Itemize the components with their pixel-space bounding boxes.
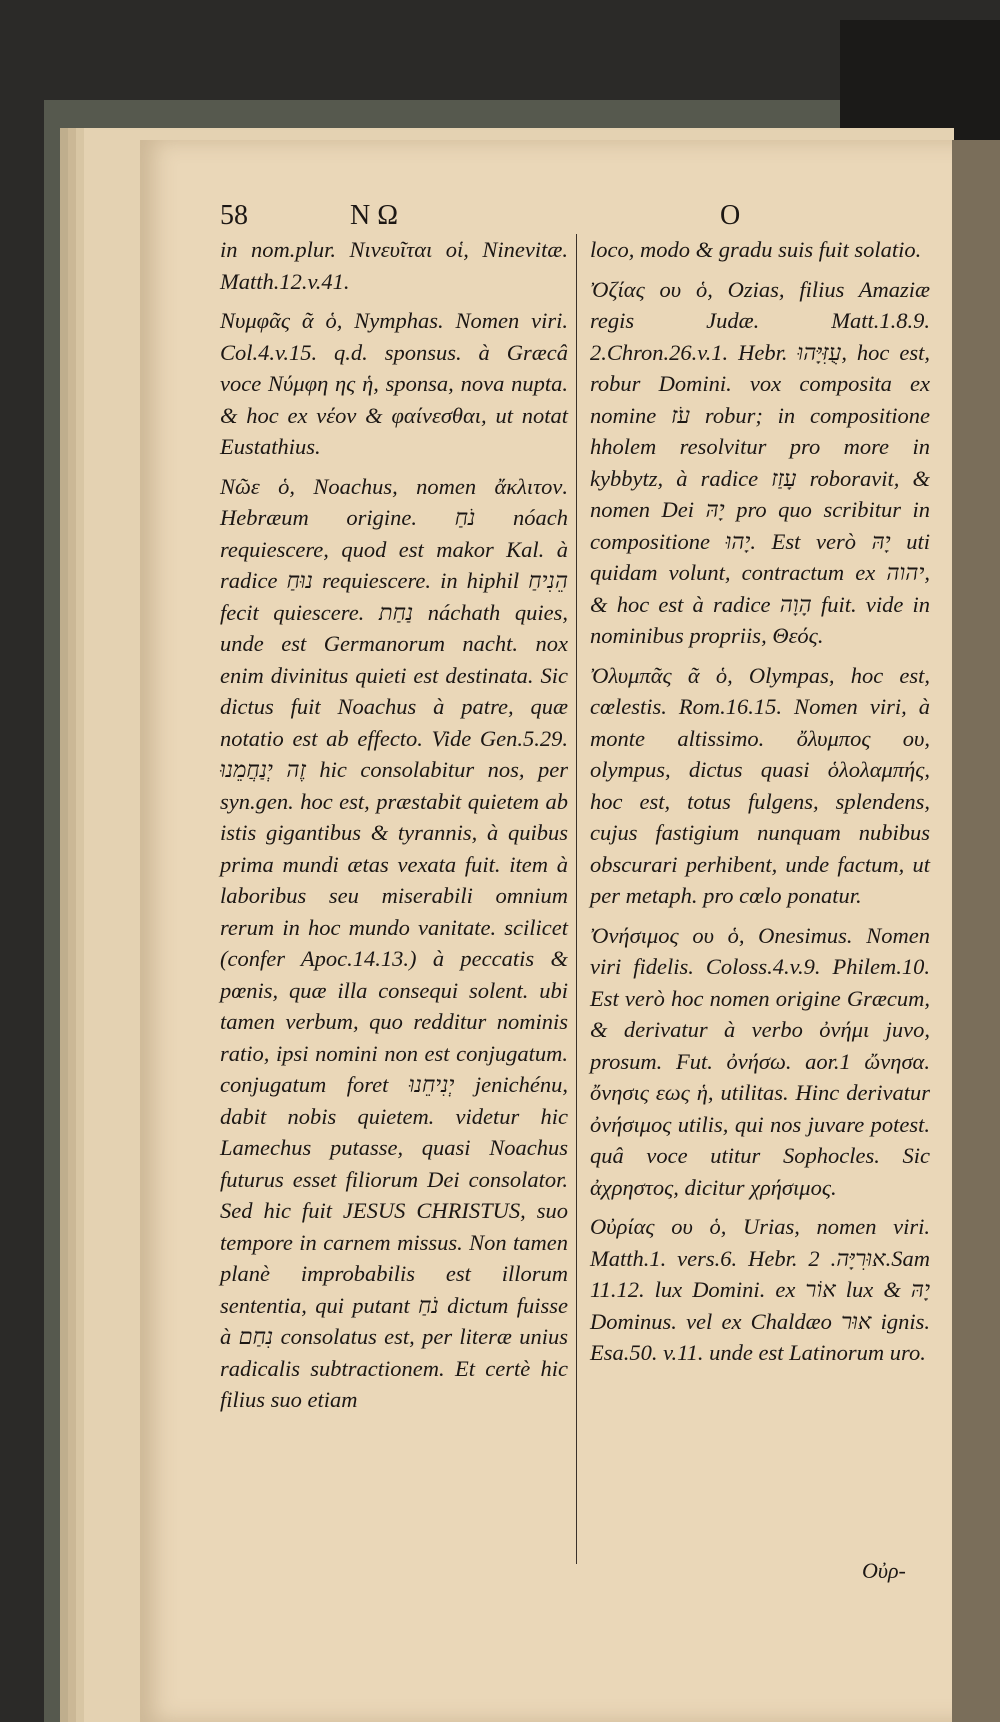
entry-noachus: Νῶε ὁ, Noachus, nomen ἄκλιτον. Hebræum origine. נֹחַ nóach requiescere, quod est makor Kal. à radice נוּחַ requiescere. in hiphil הֵנִיחַ fecit quiescere. נַחַת náchath quies, unde est Germanorum nacht. nox enim divinitus quieti est destinata. Sic dictus fuit Noachus à patre, quæ notatio est ab effecto. Vide Gen.5.29. זֶה יְנַחֲמֵנוּ hic consolabitur nos, per syn.gen. hoc est, præstabit quietem ab istis gigantibus & tyrannis, à quibus prima mundi ætas vexata fuit. item à laboribus seu miserabili omnium rerum in hoc mundo vanitate. scilicet (confer Apoc.14.13.) à peccatis & pœnis, quæ illa consequi solent. ubi tamen verbum, quo redditur nominis ratio, ipsi nomini non est conjugatum. conjugatum foret יְנִיחֵנוּ jenichénu, dabit nobis quietem. videtur hic Lamechus putasse, quasi Noachus futurus esset filiorum Dei consolator. Sed hic fuit JESUS CHRISTUS, suo tempore in carnem missus. Non tamen planè improbabilis est illorum sententia, qui putant נֹחַ dictum fuisse à נִחַם consolatus est, per literæ unius radicalis subtractionem. Et certè hic filius suo etiam [220,473,569,1412]
right-heading: O [720,200,741,231]
entry-olympas: Ὀλυμπᾶς ᾶ ὁ, Olympas, hoc est, cœlestis. Rom.16.15. Nomen viri, à monte altissimo. ὄλυμπος ου, olympus, dictus quasi ὁλολαμπής, hoc est, totus fulgens, splendens, cujus fastigium nunquam nubibus obscurari perhibent, unde factum, ut per metaph. pro cœlo ponatur. [590,662,930,908]
page-number: 58 [220,200,248,231]
column-rule [576,234,577,1564]
entry-onesimus: Ὀνήσιμος ου ὁ, Onesimus. Nomen viri fidelis. Coloss.4.v.9. Philem.10. Est verò hoc nomen origine Græcum, & derivatur à verbo ὀνήμι juvo, prosum. Fut. ὀνήσω. aor.1 ὤνησα. ὄνησις εως ἡ, utilitas. Hinc derivatur ὀνήσιμος utilis, qui nos juvare potest. quâ voce utitur Sophocles. Sic ἀχρηστος, dicitur χρήσιμος. [590,922,930,1200]
entry-continuation: loco, modo & gradu suis fuit solatio. [590,237,922,262]
running-header [220,200,980,232]
text-area [220,200,980,1700]
catchword: Οὐρ- [862,1558,906,1583]
entry-urias: Οὐρίας ου ὁ, Urias, nomen viri. Matth.1. vers.6. Hebr. אוּרִיָּה. 2.Sam 11.12. lux Domini. ex אוֹר lux & יָהּ Dominus. vel ex Chaldæo אוּר ignis. Esa.50. v.11. unde est Latinorum uro. [590,1214,930,1365]
entry-nymphas: Νυμφᾶς ᾶ ὁ, Nymphas. Nomen viri. Col.4.v.15. q.d. sponsus. à Græcâ voce Νύμφη ης ἡ, sponsa, nova nupta. & hoc ex νέον & φαίνεσθαι, ut notat Eustathius. [220,308,568,459]
entry-ninevitae: in nom.plur. Νινευῖται οἱ, Ninevitæ. Matth.12.v.41. [220,237,568,294]
left-column [220,234,568,1424]
right-column [590,234,930,1377]
entry-ozias: Ὀζίας ου ὁ, Ozias, filius Amaziæ regis Judæ. Matt.1.8.9. 2.Chron.26.v.1. Hebr. עֻזִּיָּהוּ, hoc est, robur Domini. vox composita ex nomine עֹז robur; in compositione hholem resolvitur pro more in kybbytz, à radice עָזַז roboravit, & nomen Dei יָהּ pro quo scribitur in compositione יָהוּ. Est verò יָהּ uti quidam volunt, contractum ex יהוה, & hoc est à radice הָוָה fuit. vide in nominibus propriis, Θεός. [590,276,930,648]
left-heading: N Ω [350,200,399,231]
